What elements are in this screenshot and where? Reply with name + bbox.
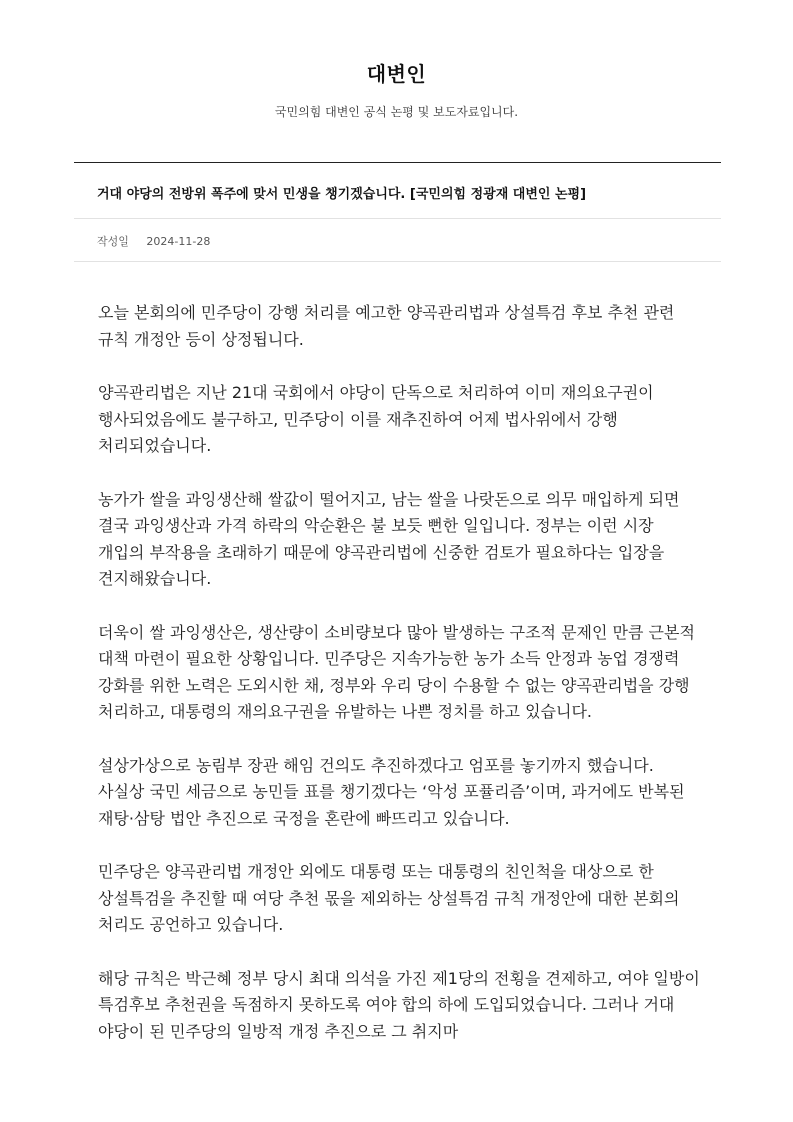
date-label: 작성일 bbox=[97, 235, 129, 248]
article-paragraph: 양곡관리법은 지난 21대 국회에서 야당이 단독으로 처리하여 이미 재의요구권이 행사되었음에도 불구하고, 민주당이 이를 재추진하여 어제 법사위에서 강행 처리되었습니다. bbox=[98, 383, 654, 455]
article-paragraph: 해당 규칙은 박근혜 정부 당시 최대 의석을 가진 제1당의 전횡을 견제하고, 여야 일방이 특검후보 추천권을 독점하지 못하도록 여야 합의 하에 도입되었습니다. 그러나 거대 야당이 된 민주당의 일방적 개정 추진으로 그 취지마 bbox=[98, 968, 700, 1041]
publish-date: 2024-11-28 bbox=[146, 235, 211, 248]
article-title: 거대 야당의 전방위 폭주에 맞서 민생을 챙기겠습니다. [국민의힘 정광재 대변인 논평] bbox=[74, 163, 721, 219]
article-paragraph: 설상가상으로 농림부 장관 해임 건의도 추진하겠다고 엄포를 놓기까지 했습니다. 사실상 국민 세금으로 농민들 표를 챙기겠다는 ‘악성 포퓰리즘’이며, 과거에도 반복된 재탕·삼탕 법안 추진으로 국정을 혼란에 빠뜨리고 있습니다. bbox=[98, 755, 685, 828]
article-body bbox=[98, 300, 702, 1072]
article-paragraph: 오늘 본회의에 민주당이 강행 처리를 예고한 양곡관리법과 상설특검 후보 추천 관련 규칙 개정안 등이 상정됩니다. bbox=[98, 303, 675, 349]
article-paragraph: 농가가 쌀을 과잉생산해 쌀값이 떨어지고, 남는 쌀을 나랏돈으로 의무 매입하게 되면 결국 과잉생산과 가격 하락의 악순환은 불 보듯 뻔한 일입니다. 정부는 이런 시장 개입의 부작용을 초래하기 때문에 양곡관리법에 신중한 검토가 필요하다는 입장을 견지해왔습니다. bbox=[98, 489, 680, 588]
article-meta bbox=[74, 219, 721, 262]
page-title: 대변인 bbox=[366, 62, 427, 86]
article-header bbox=[74, 162, 721, 262]
page-subtitle: 국민의힘 대변인 공식 논평 및 보도자료입니다. bbox=[274, 105, 519, 119]
article-paragraph: 민주당은 양곡관리법 개정안 외에도 대통령 또는 대통령의 친인척을 대상으로 한 상설특검을 추진할 때 여당 추천 몫을 제외하는 상설특검 규칙 개정안에 대한 본회의 처리도 공언하고 있습니다. bbox=[98, 862, 680, 934]
article-paragraph: 더욱이 쌀 과잉생산은, 생산량이 소비량보다 많아 발생하는 구조적 문제인 만큼 근본적 대책 마련이 필요한 상황입니다. 민주당은 지속가능한 농가 소득 안정과 농업 경쟁력 강화를 위한 노력은 도외시한 채, 정부와 우리 당이 수용할 수 없는 양곡관리법을 강행 처리하고, 대통령의 재의요구권을 유발하는 나쁜 정치를 하고 있습니다. bbox=[98, 622, 695, 721]
